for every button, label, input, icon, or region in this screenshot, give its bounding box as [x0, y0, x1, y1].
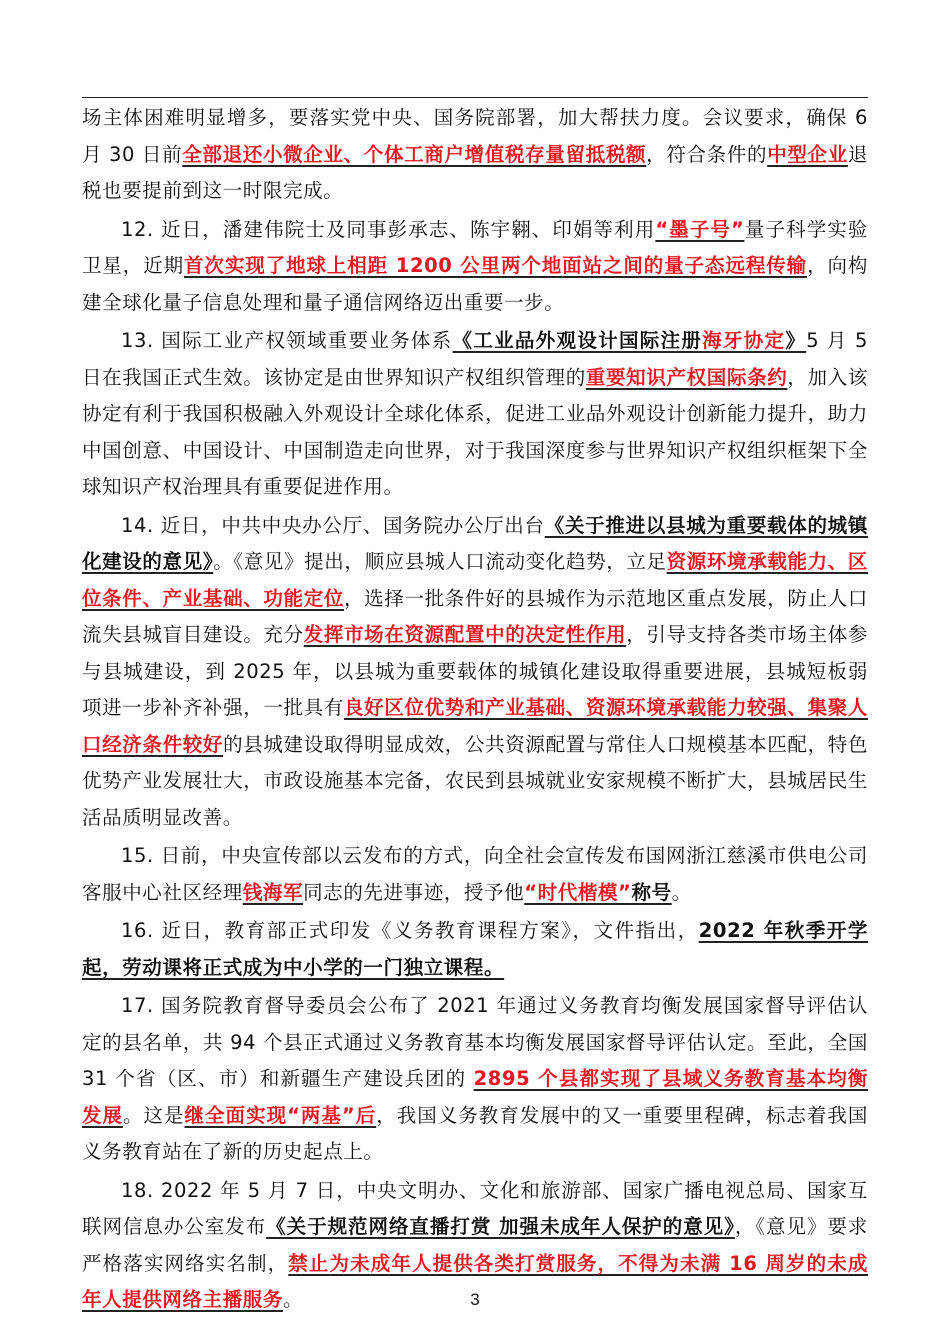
- text-segment: 12. 近日，潘建伟院士及同事彭承志、陈宇翱、印娟等利用: [121, 217, 656, 241]
- text-segment: ，向构建全球化量子信息处理和量子通信网络迈出重要一步。: [82, 254, 868, 314]
- page-content: [82, 100, 868, 1321]
- text-segment: 场主体困难明显增多，要落实党中央、国务院部署，加大帮扶力度。会议要求，确保 6 月 30 日前: [82, 106, 868, 166]
- text-segment: 。这是: [123, 1103, 185, 1127]
- highlight-segment: 继全面实现“两基”后: [184, 1103, 377, 1127]
- paragraph-item-15: [82, 838, 868, 911]
- highlight-segment: “墨子号”: [655, 217, 745, 241]
- text-segment: 5 月 5 日在我国正式生效。该协定是由世界知识产权组织管理的: [82, 329, 869, 389]
- text-segment: 18. 2022 年 5 月 7 日，中央文明办、文化和旅游部、国家广播电视总局、国家互联网信息办公室发布: [82, 1178, 868, 1238]
- text-segment: 13. 国际工业产权领域重要业务体系: [121, 329, 453, 352]
- highlight-segment: 良好区位优势和产业基础、资源环境承载能力较强、集聚人口经济条件较好: [82, 696, 868, 756]
- highlight-segment: 钱海军: [242, 880, 304, 904]
- bold-underline-segment: 称号: [631, 880, 672, 904]
- text-segment: 量子科学实验卫星，近期: [82, 217, 868, 277]
- paragraph-item-14: [82, 508, 868, 837]
- paragraph-item-12: [82, 212, 868, 322]
- highlight-segment: 重要知识产权国际条约: [585, 365, 788, 389]
- text-segment: 。: [671, 880, 692, 904]
- paragraph-item-11-continued: [82, 100, 868, 210]
- highlight-segment: 发挥市场在资源配置中的决定性作用: [303, 623, 627, 646]
- bold-underline-segment: 《工业品外观设计国际注册: [452, 329, 703, 352]
- text-segment: 15. 日前，中央宣传部以云发布的方式，向全社会宣传发布国网浙江慈溪市供电公司客服中心社区经理: [82, 844, 868, 904]
- paragraph-item-13: [82, 323, 868, 506]
- text-segment: 14. 近日，中共中央办公厅、国务院办公厅出台: [121, 513, 545, 537]
- page-number: 3: [470, 1290, 480, 1309]
- paragraph-item-17: [82, 988, 868, 1171]
- paragraph-item-16: [82, 913, 868, 986]
- text-segment: ，我国义务教育发展中的又一重要里程碑，标志着我国义务教育站在了新的历史起点上。: [82, 1103, 868, 1163]
- text-segment: 。《意见》提出，顺应县城人口流动变化趋势，立足: [213, 550, 667, 573]
- highlight-segment: 首次实现了地球上相距 1200 公里两个地面站之间的量子态远程传输: [184, 254, 808, 277]
- text-segment: ，加入该协定有利于我国积极融入外观设计全球化体系，促进工业品外观设计创新能力提升，助力中国创意、中国设计、中国制造走向世界，对于我国深度参与世界知识产权组织框架下全球知识产权治理具有重要促进作用。: [82, 365, 868, 498]
- bold-underline-segment: 》: [785, 329, 807, 352]
- top-rule: [82, 97, 868, 98]
- text-segment: ，《意见》要求严格落实网络实名制，: [82, 1215, 868, 1275]
- highlight-segment: 2895 个县都实现了县域义务教育基本均衡发展: [82, 1067, 868, 1127]
- text-segment: ，符合条件的: [646, 142, 768, 166]
- highlight-segment: “时代楷模”: [524, 880, 632, 904]
- highlight-segment: 海牙协定: [702, 329, 786, 352]
- text-segment: ，引导支持各类市场主体参与县城建设，到 2025 年，以县城为重要载体的城镇化建设取得重要进展，县城短板弱项进一步补齐补强，一批具有: [82, 623, 868, 719]
- text-segment: 16. 近日，教育部正式印发《义务教育课程方案》，文件指出，: [121, 919, 699, 942]
- text-segment: 的县城建设取得明显成效，公共资源配置与常住人口规模基本匹配，特色优势产业发展壮大，市政设施基本完备，农民到县城就业安家规模不断扩大，县城居民生活品质明显改善。: [82, 732, 869, 829]
- bold-underline-segment: 《关于规范网络直播打赏 加强未成年人保护的意见》: [266, 1215, 735, 1238]
- text-segment: 退税也要提前到这一时限完成。: [82, 142, 868, 202]
- text-segment: 。: [283, 1288, 304, 1311]
- text-segment: ，选择一批条件好的县城作为示范地区重点发展，防止人口流失县城盲目建设。充分: [82, 586, 868, 646]
- highlight-segment: 禁止为未成年人提供各类打赏服务，不得为未满 16 周岁的未成年人提供网络主播服务: [82, 1251, 868, 1311]
- bold-underline-segment: 2022 年秋季开学起，劳动课将正式成为中小学的一门独立课程。: [82, 919, 868, 979]
- highlight-segment: 全部退还小微企业、个体工商户增值税存量留抵税额: [182, 142, 647, 166]
- bold-underline-segment: 《关于推进以县城为重要载体的城镇化建设的意见》: [82, 513, 868, 573]
- text-segment: 同志的先进事迹，授予他: [303, 880, 525, 904]
- text-segment: 17. 国务院教育督导委员会公布了 2021 年通过义务教育均衡发展国家督导评估认定的县名单，共 94 个县正式通过义务教育基本均衡发展国家督导评估认定。至此，全国 31 个省（区、市）和新疆生产建设兵团的: [82, 994, 868, 1090]
- highlight-segment: 资源环境承载能力、区位条件、产业基础、功能定位: [82, 550, 868, 610]
- highlight-segment: 中型企业: [767, 142, 848, 166]
